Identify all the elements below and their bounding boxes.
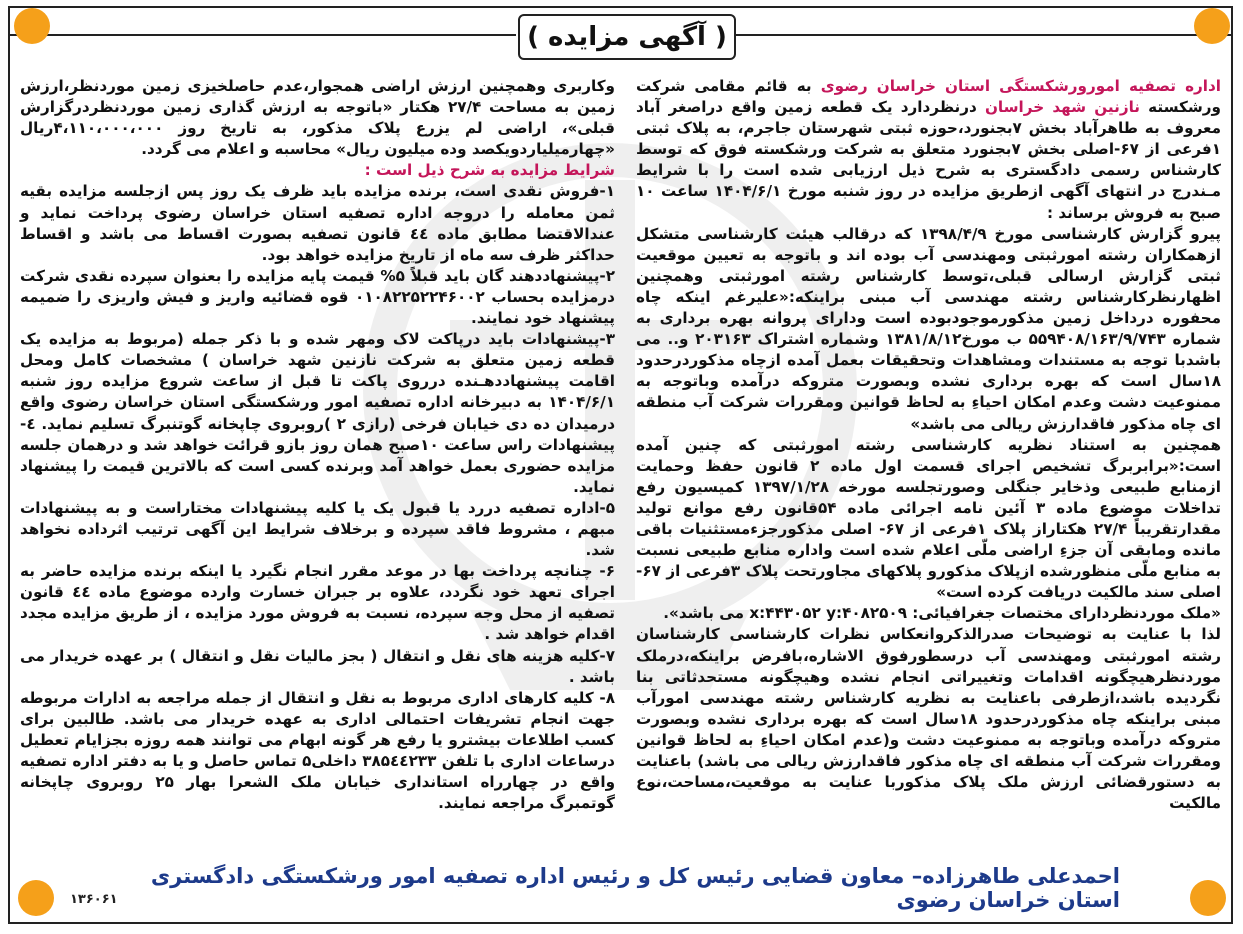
organization-name: اداره تصفیه امورورشکستگی استان خراسان رضوی — [820, 77, 1222, 95]
title-rule-left — [10, 34, 516, 36]
corner-dot-top-right — [1194, 8, 1230, 44]
left-column — [20, 76, 615, 814]
valuation-continued: وکاربری وهمچنین ارزش اراضی همجوار،عدم حاصلخیزی زمین موردنظر،ارزش زمین به مساحت ۲۷/۴ هکتار «باتوجه به ارزش گذاری زمین موردنظردرگزارش قبلی»، اراضی لم یزرع پلاک مذکور، به تاریخ روز ۴،۱۱۰،۰۰۰،۰۰۰ریال «چهارمیلیاردویکصد وده میلیون ریال» محاسبه و اعلام می گردد. — [20, 77, 616, 159]
condition-6: ۶- چنانچه پرداخت بها در موعد مقرر انجام نگیرد یا اینکه برنده مزایده حاضر به اجرای تعهد خود نگردد، علاوه بر جبران خسارت وارده موضوع ماده ٤٤ قانون تصفیه از محل وجه سپرده، نسبت به فروش مورد مزایده ، از طریق مزایده مجدد اقدام خواهد شد . — [20, 562, 616, 644]
ad-title: ( آگهی مزایده ) — [518, 14, 736, 60]
condition-1: ۱-فروش نقدی است، برنده مزایده باید ظرف یک روز پس ازجلسه مزایده بقیه ثمن معامله را دروجه اداره تصفیه استان خراسان رضوی پرداخت نماید و عندالاقتضا مطابق ماده ٤٤ قانون تصفیه بصورت اقساط می باشد و اقساط حداکثر ظرف سه ماه از تاریخ مزایده خواهد بود. — [20, 182, 615, 264]
registry-report-paragraph: همچنین به استناد نظریه کارشناسی رشته امورثبتی که چنین آمده است:«برابربرگ تشخیص اجرای قسمت اول ماده ۲ قانون حفظ وحمایت ازمنابع طبیعی وذخایر جنگلی وصورتجلسه مورخه ۱۳۹۷/۱/۲۸ کمیسیون رفع تداخلات موضوع ماده ۳ آئین نامه اجرائی ماده ۵۴قانون رفع موانع تولید مقدارتقریباً ۲۷/۴ هکتاراز پلاک ۱فرعی از ۶۷- اصلی مذکورجزءمستثنیات باقی مانده ومابقی آن جزءِ اراضی ملّی اعلام شده است واداره منابع طبیعی نسبت به منابع ملّی منظورشده ازپلاک مذکورو پلاکهای مجاورتحت پلاک ۳فرعی از ۶۷-اصلی سند مالکیت دریافت کرده است» — [636, 435, 1221, 602]
condition-7: ۷-کلیه هزینه های نقل و انتقال ( بجز مالیات نقل و انتقال ) بر عهده خریدار می باشد . — [20, 646, 615, 686]
condition-8: ۸- کلیه کارهای اداری مربوط به نقل و انتقال از جمله مراجعه به ادارات مربوطه جهت انجام تشریفات احتمالی اداری به عهده خریدار می باشد. طالبین برای کسب اطلاعات بیشترو یا رفع هر گونه ابهام می توانند همه روزه بجزایام تعطیل درساعات اداری با تلفن ۳۸۵٤٤۲۳۳ داخلی۵ تماس حاصل و یا به دفتر اداره تصفیه واقع در چهارراه استانداری خیابان ملک الشعرا بهار ۲۵ روبروی چاپخانه گوتمبرگ مراجعه نمایند. — [20, 688, 616, 813]
company-name: نازنین شهد خراسان — [984, 98, 1140, 117]
corner-dot-top-left — [14, 8, 50, 44]
valuation-paragraph: لذا با عنایت به توضیحات صدرالذکروانعکاس نظرات کارشناسی کارشناسان رشته امورثبتی ومهندسی آب درسطورفوق الاشاره،بافرض براینکه،درملک موردنظرهیچگونه اقدامات وتغییراتی انجام نشده وهیچگونه مستحدثاتی بنا نگردیده باشد،ازطرفی باعنایت به نظریه کارشناس رشته مهندسی امورآب مبنی براینکه چاه مذکوردرحدود ۱۸سال است که بهره برداری نشده وبصورت متروکه درآمده وباتوجه به ممنوعیت دشت و(عدم امکان احیاءِ به لحاظ قوانین ومقررات شرکت آب منطقه ای چاه مذکور فاقدارزش ریالی می باشد) باعنایت به دستورقضائی ارزش ملک پلاک مذکوربا عنایت به موقعیت،مساحت،نوع مالکیت — [636, 625, 1221, 813]
condition-5: ۵-اداره تصفیه دررد یا قبول یک یا کلیه پیشنهادات مختاراست و به پیشنهادات مبهم ، مشروط فاقد سپرده و برخلاف شرایط این آگهی ترتیب اثرداده نخواهد شد. — [20, 498, 615, 560]
conditions-heading: شرایط مزایده به شرح ذیل است : — [364, 161, 615, 180]
intro-paragraph: اداره تصفیه امورورشکستگی استان خراسان رضوی به قائم مقامی شرکت ورشکسته نازنین شهد خراسان درنظردارد یک قطعه زمین واقع دراصغر آباد معروف به طاهرآباد بخش ۷بجنورد،حوزه ثبتی شهرستان جاجرم، به پلاک ثبتی ۱فرعی از ۶۷-اصلی بخش ۷بجنورد متعلق به شرکت ورشکسته فوق که توسط کارشناس رسمی دادگستری به شرح ذیل ارزیابی شده است را با شرایط مـندرج در انتهای آگهی ازطریق مزایده در روز شنبه مورخ ۱۴۰۴/۶/۱ ساعت ۱۰ صبح به فروش برساند : — [636, 77, 1222, 222]
corner-dot-bottom-right — [1190, 880, 1226, 916]
right-column — [636, 76, 1221, 814]
coordinates-paragraph: «ملک موردنظردارای مختصات جغرافیائی: x:۴۴۳۰۵۲ y:۴۰۸۲۵۰۹ می باشد». — [663, 604, 1221, 623]
expert-report-paragraph: پیرو گزارش کارشناسی مورخ ۱۳۹۸/۴/۹ که درقالب هیئت کارشناسی متشکل ازهمکاران رشته امورثبتی ومهندسی آب بوده اند و باتوجه به تعیین موقعیت ثبتی گزارش ارسالی قبلی،توسط کارشناس رشته امورثبتی وهمچنین اظهارنظرکارشناس رشته مهندسی آب مبنی براینکه:«علیرغم اینکه چاه محفوره درداخل زمین مذکورموجودبوده است ودارای پروانه بهره برداری به شماره ۵۵۹۴۰۸/۱۶۳/۹/۷۴۳ ب مورخ۱۳۸۱/۸/۱۲ وشماره اشتراک ۲۰۳۱۶۳ و.. می باشدبا توجه به مستندات ومشاهدات وتحقیقات بعمل آمده ازچاه مذکوردرحدود ۱۸سال است که بهره برداری نشده وبصورت متروکه درآمده وباتوجه به ممنوعیت دشت وعدم امکان احیاءِ به لحاظ قوانین ومقررات شرکت آب منطقه ای چاه مذکور فاقدارزش ریالی می باشد» — [636, 224, 1221, 433]
ad-code: ۱۳۶۰۶۱ — [70, 892, 118, 907]
title-rule-right — [734, 34, 1231, 36]
condition-3-4: ۳-پیشنهادات باید درپاکت لاک ومهر شده و با ذکر جمله (مربوط به مزایده یک قطعه زمین متعلق به شرکت نازنین شهد خراسان ) مشخصات کامل ومحل اقامت پیشنهاددهـنده درروی پاکت تا قبل از ساعت شروع مزایده روز شنبه ۱۴۰۴/۶/۱ به دبیرخانه اداره تصفیه امور ورشکستگی استان خراسان رضوی واقع درمیدان ده دی خیابان فرخی (رازی ۲ )روبروی چاپخانه گوتنبرگ تسلیم نماید. ٤- پیشنهادات راس ساعت ۱۰صبح همان روز بازو قرائت خواهد شد و درهمان جلسه مزایده حضوری بعمل خواهد آمد وبرنده کسی است که بالاترین قیمت را پیشنهاد نماید. — [20, 330, 616, 496]
condition-2: ۲-پیشنهاددهند گان باید قبلاً ۵% قیمت پایه مزایده را بعنوان سپرده نقدی شرکت درمزایده بحساب ۰۱۰۸۲۲۵۲۲۴۶۰۰۲ قوه قضائیه واریز و فیش واریزی را ضمیمه پیشنهاد خود نمایند. — [20, 266, 615, 328]
corner-dot-bottom-left — [18, 880, 54, 916]
signature-line: احمدعلی طاهرزاده– معاون قضایی رئیس کل و رئیس اداره تصفیه امور ورشکستگی دادگستری استان خراسان رضوی — [150, 864, 1120, 912]
